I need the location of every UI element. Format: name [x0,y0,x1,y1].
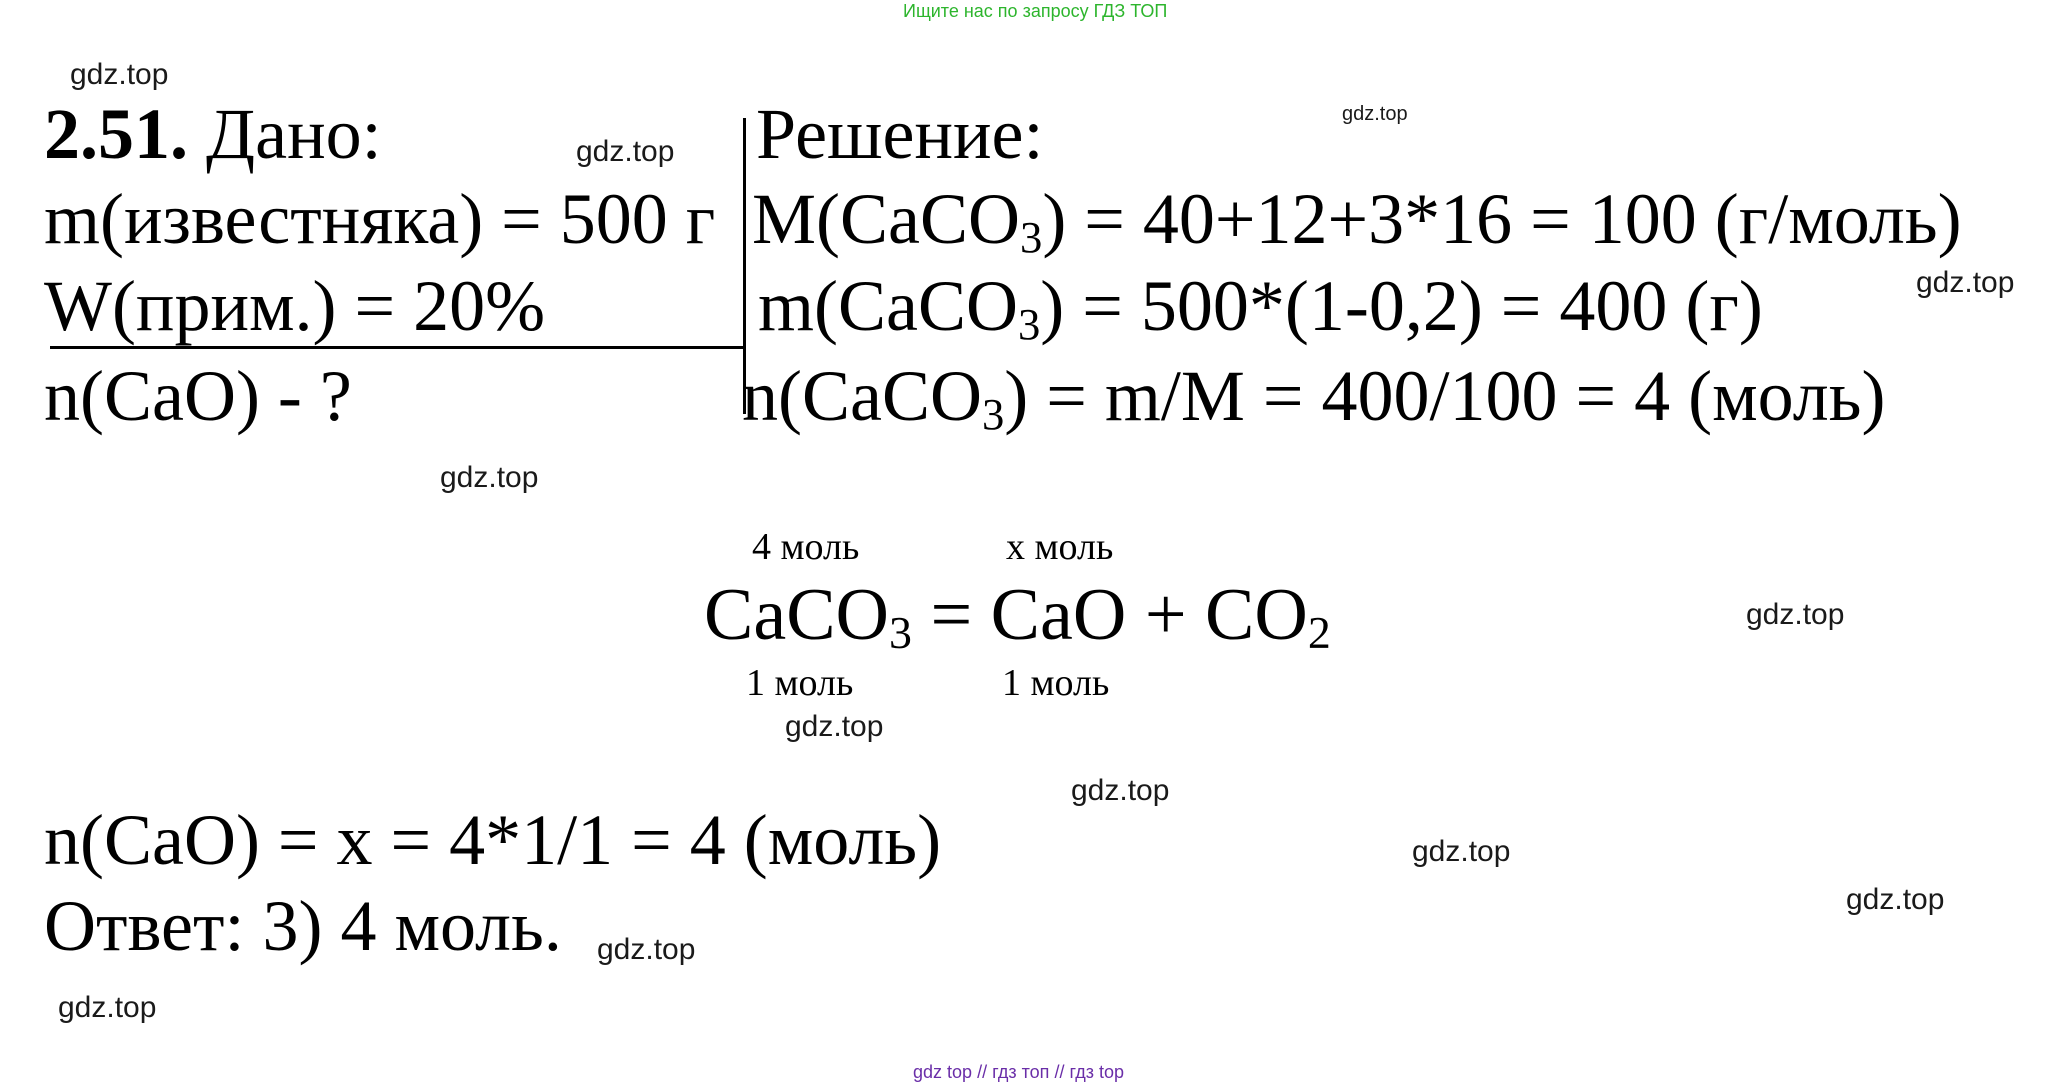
footer-link-gdz-top[interactable]: gdz top [913,1062,973,1082]
given-impurity: W(прим.) = 20% [44,266,546,346]
footer-links [913,1063,1124,1081]
watermark: gdz.top [1746,598,1845,631]
watermark: gdz.top [597,933,696,966]
molar-mass-line: M(CaCO$_3$) = 40+12+3*16 = 100 (г/моль) [752,179,1962,262]
reaction-above-left: 4 моль [752,526,860,568]
given-mass: m(известняка) = 500 г [44,179,716,259]
watermark: gdz.top [58,991,157,1024]
reaction-equation: CaCO$_3$ = CaO + $CO_2$ [704,574,1331,659]
find-quantity: n(CaO) - ? [44,356,352,436]
footer-link-gdz-top-ru[interactable]: гдз топ [992,1062,1050,1082]
solution-title: Решение: [756,94,1044,174]
watermark: gdz.top [70,58,169,91]
footer-link-gdz-top-mixed[interactable]: гдз top [1069,1062,1125,1082]
top-banner[interactable]: Ищите нас по запросу ГДЗ ТОП [903,1,1168,21]
watermark: gdz.top [1412,835,1511,868]
reaction-below-left: 1 моль [746,662,854,704]
watermark: gdz.top [785,710,884,743]
watermark: gdz.top [1071,774,1170,807]
footer-separator: // [977,1062,988,1082]
reaction-below-right: 1 моль [1002,662,1110,704]
watermark: gdz.top [576,135,675,168]
watermark: gdz.top [1846,883,1945,916]
result-calc: n(CaO) = x = 4*1/1 = 4 (моль) [44,800,942,880]
watermark: gdz.top [1342,103,1408,125]
problem-number: 2.51. [44,94,188,174]
watermark: gdz.top [1916,266,2015,299]
watermark: gdz.top [440,461,539,494]
given-divider [50,346,744,349]
footer-separator: // [1054,1062,1065,1082]
problem-header [44,94,382,174]
answer-line: Ответ: 3) 4 моль. [44,886,562,966]
mass-line: m(CaCO$_3$) = 500*(1-0,2) = 400 (г) [758,266,1763,349]
reaction-above-right: x моль [1006,526,1114,568]
amount-line: n(CaCO$_3$) = m/M = 400/100 = 4 (моль) [742,356,1886,439]
given-title: Дано: [206,94,382,174]
